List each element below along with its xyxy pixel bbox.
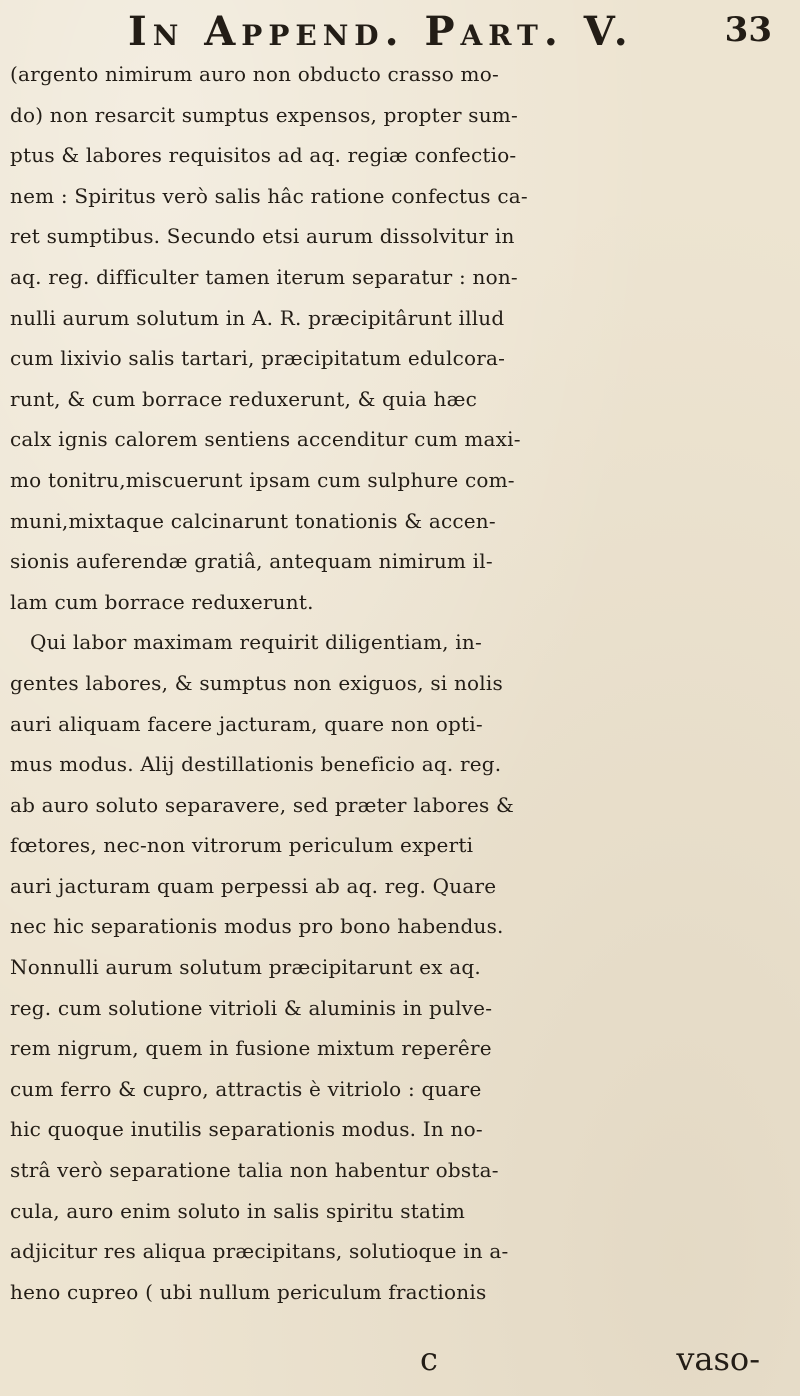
body-text [10, 54, 800, 1312]
text-line: ptus & labores requisitos ad aq. regiæ confectio- [10, 143, 517, 168]
text-line: Nonnulli aurum solutum præcipitarunt ex aq. [10, 955, 481, 980]
text-line: muni,mixtaque calcinarunt tonationis & accen- [10, 508, 496, 533]
text-line: cum lixivio salis tartari, præcipitatum edulcora- [10, 346, 506, 371]
text-line: mus modus. Alij destillationis beneficio aq. reg. [10, 752, 502, 777]
text-line: (argento nimirum auro non obducto crasso mo- [10, 62, 499, 86]
catchword: vaso- [676, 1340, 760, 1378]
text-line: aq. reg. difficulter tamen iterum separatur : non- [10, 264, 518, 289]
text-line: calx ignis calorem sentiens accenditur cum maxi- [10, 427, 521, 452]
text-line: fœtores, nec-non vitrorum periculum experti [10, 833, 474, 858]
signature-mark: c [420, 1340, 438, 1378]
running-title: In Append. Part. V. [128, 8, 634, 55]
text-line: do) non resarcit sumptus expensos, propter sum- [10, 102, 518, 127]
text-line: rem nigrum, quem in fusione mixtum reperêre [10, 1036, 492, 1061]
text-line: cula, auro enim soluto in salis spiritu statim [10, 1198, 466, 1223]
running-head [0, 8, 800, 60]
text-line: adjicitur res aliqua præcipitans, solutioque in a- [10, 1239, 509, 1264]
paragraph-start-line: Qui labor maximam requirit diligentiam, in- [30, 630, 482, 655]
text-line: gentes labores, & sumptus non exiguos, si nolis [10, 670, 503, 695]
text-line: heno cupreo ( ubi nullum periculum fractionis [10, 1279, 487, 1304]
text-line: auri aliquam facere jacturam, quare non opti- [10, 711, 483, 736]
text-line: runt, & cum borrace reduxerunt, & quia hæc [10, 386, 477, 411]
text-line: nulli aurum solutum in A. R. præcipitârunt illud [10, 305, 505, 330]
text-line: ret sumptibus. Secundo etsi aurum dissolvitur in [10, 224, 515, 249]
text-line: nec hic separationis modus pro bono habendus. [10, 914, 504, 939]
text-line: hic quoque inutilis separationis modus. In no- [10, 1117, 483, 1142]
text-line: mo tonitru,miscuerunt ipsam cum sulphure com- [10, 467, 515, 492]
text-line: auri jacturam quam perpessi ab aq. reg. Quare [10, 873, 497, 898]
text-line: ab auro soluto separavere, sed præter labores & [10, 792, 515, 817]
text-line: cum ferro & cupro, attractis è vitriolo : quare [10, 1076, 482, 1101]
page-number: 33 [724, 10, 772, 50]
text-line: strâ verò separatione talia non habentur obsta- [10, 1158, 499, 1183]
text-line: sionis auferendæ gratiâ, antequam nimirum il- [10, 549, 493, 574]
text-line: nem : Spiritus verò salis hâc ratione confectus ca- [10, 183, 528, 208]
text-line: lam cum borrace reduxerunt. [10, 589, 314, 614]
text-line: reg. cum solutione vitrioli & aluminis in pulve- [10, 995, 493, 1020]
